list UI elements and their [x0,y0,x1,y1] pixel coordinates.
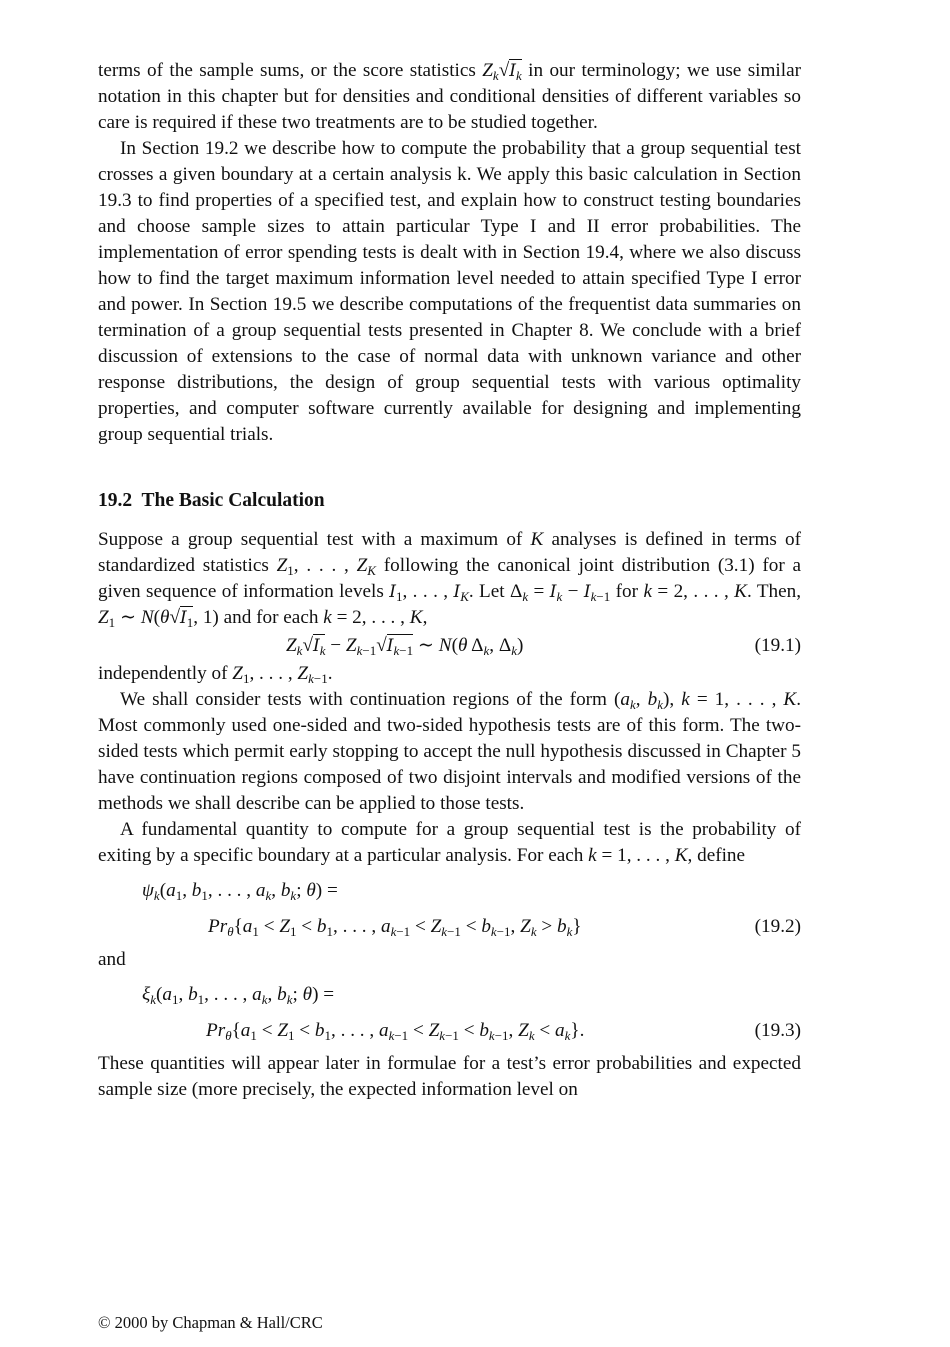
equation-number: (19.3) [754,1020,801,1041]
para1-text-a: terms of the sample sums, or the score statistics [98,60,476,81]
section-heading [98,488,801,514]
equation-19-2-line-2: $Pr_\theta\{a_1 < Z_1 < b_1$, . . . , $a_{k-1} < Z_{k-1} < b_{k-1}$, $Z_k > b_k$} (19.2) [98,909,801,945]
section-title: The Basic Calculation [141,490,325,511]
equation-19-2-line-1: $\psi_k(a_1$, $b_1$, . . . , $a_k$, $b_k$; θ) = [142,880,338,903]
equation-19-1: $Z_k√I_k - Z_{k-1}√I_{k-1}$ ∼ N(θ $\Delta_k$, $\Delta_k$) (19.1) [98,631,801,661]
section-number: 19.2 [98,490,133,511]
equation-19-3-line-2: $Pr_\theta\{a_1 < Z_1 < b_1$, . . . , $a_{k-1} < Z_{k-1} < b_{k-1}$, $Z_k < a_k$}. (19.3) [98,1013,801,1049]
copyright-text: 2000 by Chapman & Hall/CRC [114,1313,323,1332]
paragraph-independence: independently of $Z_1$, . . . , $Z_{k-1}$. [98,663,333,686]
copyright-symbol: © [98,1313,111,1332]
copyright-footer [98,1313,323,1333]
paragraph-closing: These quantities will appear later in formulae for a test’s error probabilities and expected sample size (more precisely, the expected information level on [98,1053,801,1100]
page-body [98,58,801,1103]
equation-number: (19.2) [754,916,801,937]
paragraph-basic-setup: Suppose a group sequential test with a maximum of K analyses is defined in terms of standardized statistics $Z_1$, . . . , $Z_K$ following the canonical joint distribution (3.1) for a given sequence of information levels $I_1$, . . . , $I_K$. Let $\Delta_k = I_k - I_{k-1}$ for k = 2, . . . , K. Then, $Z_1$ ∼ $N(\theta√I_1$, 1) and for each k = 2, . . . , K, [98,529,802,630]
para1-text-b: in our terminology; we use similar notation in this chapter but for densities and conditional densities of different variables so care is required if these two treatments are to be studied together. [98,60,802,133]
paragraph-intro-continuation: terms of the sample sums, or the score statistics $Z_k√I_k$ in our terminology; we use similar notation in this chapter but for densities and conditional densities of different variables so care is required if these two treatments are to be studied together. [98,60,802,133]
word-and: and [98,949,126,970]
equation-number: (19.1) [754,635,801,656]
paragraph-chapter-overview: In Section 19.2 we describe how to compute the probability that a group sequential test crosses a given boundary at a certain analysis k. We apply this basic calculation in Section 19.3 to find properties of a specified test, and explain how to construct testing boundaries and choose sample sizes to attain particular Type I and II error probabilities. The implementation of error spending tests is dealt with in Section 19.4, where we also discuss how to find the target maximum information level needed to attain specified Type I error and power. In Section 19.5 we describe computations of the frequentist data summaries on termination of a group sequential tests presented in Chapter 8. We conclude with a brief discussion of extensions to the case of normal data with unknown variance and other response distributions, the design of group sequential tests with various optimality properties, and computer software currently available for designing and implementing group sequential trials. [98,138,801,445]
equation-19-3-line-1: $\xi_k(a_1$, $b_1$, . . . , $a_k$, $b_k$; θ) = [142,984,335,1007]
paragraph-continuation-regions: We shall consider tests with continuation regions of the form ($a_k$, $b_k$), k = 1, . . . , K. Most commonly used one-sided and two-sided hypothesis tests are of this form. The two-sided tests which permit early stopping to accept the null hypothesis discussed in Chapter 5 have continuation regions composed of two disjoint intervals and modified versions of the methods we shall describe can be applied to those tests. [98,689,802,814]
paragraph-fundamental-quantity: A fundamental quantity to compute for a group sequential test is the probability of exiting by a specific boundary at a particular analysis. For each k = 1, . . . , K, define [98,819,801,866]
